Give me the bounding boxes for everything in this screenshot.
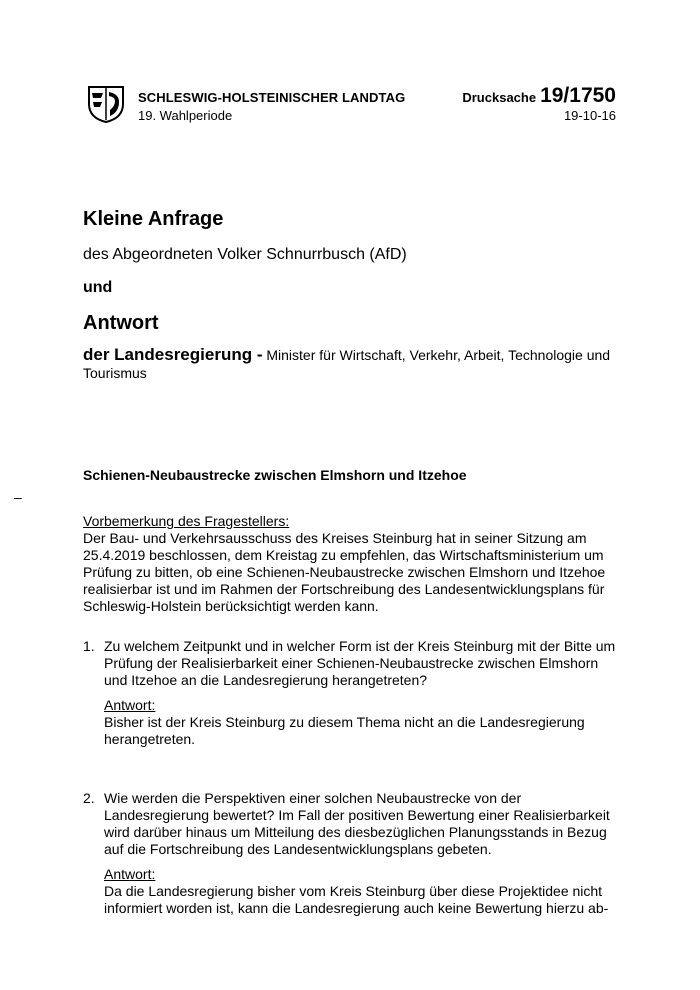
legislative-period: 19. Wahlperiode [138,108,233,123]
question-number: 2. [83,790,95,806]
subject-heading: Schienen-Neubaustrecke zwischen Elmshorn und Itzehoe [83,467,467,483]
government-line [83,346,623,382]
asker: des Abgeordneten Volker Schnurrbusch (AfD) [83,246,407,263]
document-type: Kleine Anfrage [83,208,224,230]
answer-2 [104,866,624,917]
question-number: 1. [83,638,95,654]
question-2 [83,790,623,858]
government-bold: der Landesregierung - [83,345,263,364]
document-date: 19-10-16 [563,108,616,123]
coat-of-arms-icon [86,84,126,124]
government-rest: Minister für Wirtschaft, Verkehr, Arbeit, Technologie und Tourismus [83,347,611,381]
preface-title: Vorbemerkung des Fragestellers: [83,513,290,529]
answer-label: Antwort: [104,866,156,882]
und-label: und [83,279,113,296]
parliament-name: SCHLESWIG-HOLSTEINISCHER LANDTAG [138,90,406,105]
drucksache-number: 19/1750 [540,84,616,107]
preface-text: Der Bau- und Verkehrsausschuss des Kreises Steinburg hat in seiner Sitzung am 25.4.2019 beschlossen, dem Kreistag zu empfehlen, das Wirtschaftsministerium um Prüfung zu bitten, ob eine Schienen-Neubaustrecke zwischen Elmshorn und Itzehoe realisierbar ist und im Rahmen der Fortschreibung des Landesentwicklungsplans für Schleswig-Holstein berücksichtigt werden kann. [83,530,606,614]
antwort-heading: Antwort [83,312,159,334]
question-text: Zu welchem Zeitpunkt und in welcher Form ist der Kreis Steinburg mit der Bitte um Prüfung der Realisierbarkeit einer Schienen-Neubaustrecke zwischen Elmshorn und Itzehoe an die Landesregierung herangetreten? [104,638,616,688]
answer-text: Da die Landesregierung bisher vom Kreis Steinburg über diese Projektidee nicht informiert worden ist, kann die Landesregierung auch keine Bewertung hierzu ab- [104,883,609,916]
preface [83,513,623,615]
question-1 [83,638,623,689]
drucksache [462,84,616,108]
answer-label: Antwort: [104,697,156,713]
drucksache-label: Drucksache [462,90,537,105]
answer-1 [104,697,624,748]
question-text: Wie werden die Perspektiven einer solchen Neubaustrecke von der Landesregierung bewertet? Im Fall der positiven Bewertung einer Realisierbarkeit wird darüber hinaus um Mitteilung des diesbezüglichen Planungsstands in Bezug auf die Fortschreibung des Landesentwicklungsplans gebeten. [104,790,610,857]
margin-dash: – [14,489,22,505]
answer-text: Bisher ist der Kreis Steinburg zu diesem Thema nicht an die Landesregierung herangetreten. [104,714,585,747]
